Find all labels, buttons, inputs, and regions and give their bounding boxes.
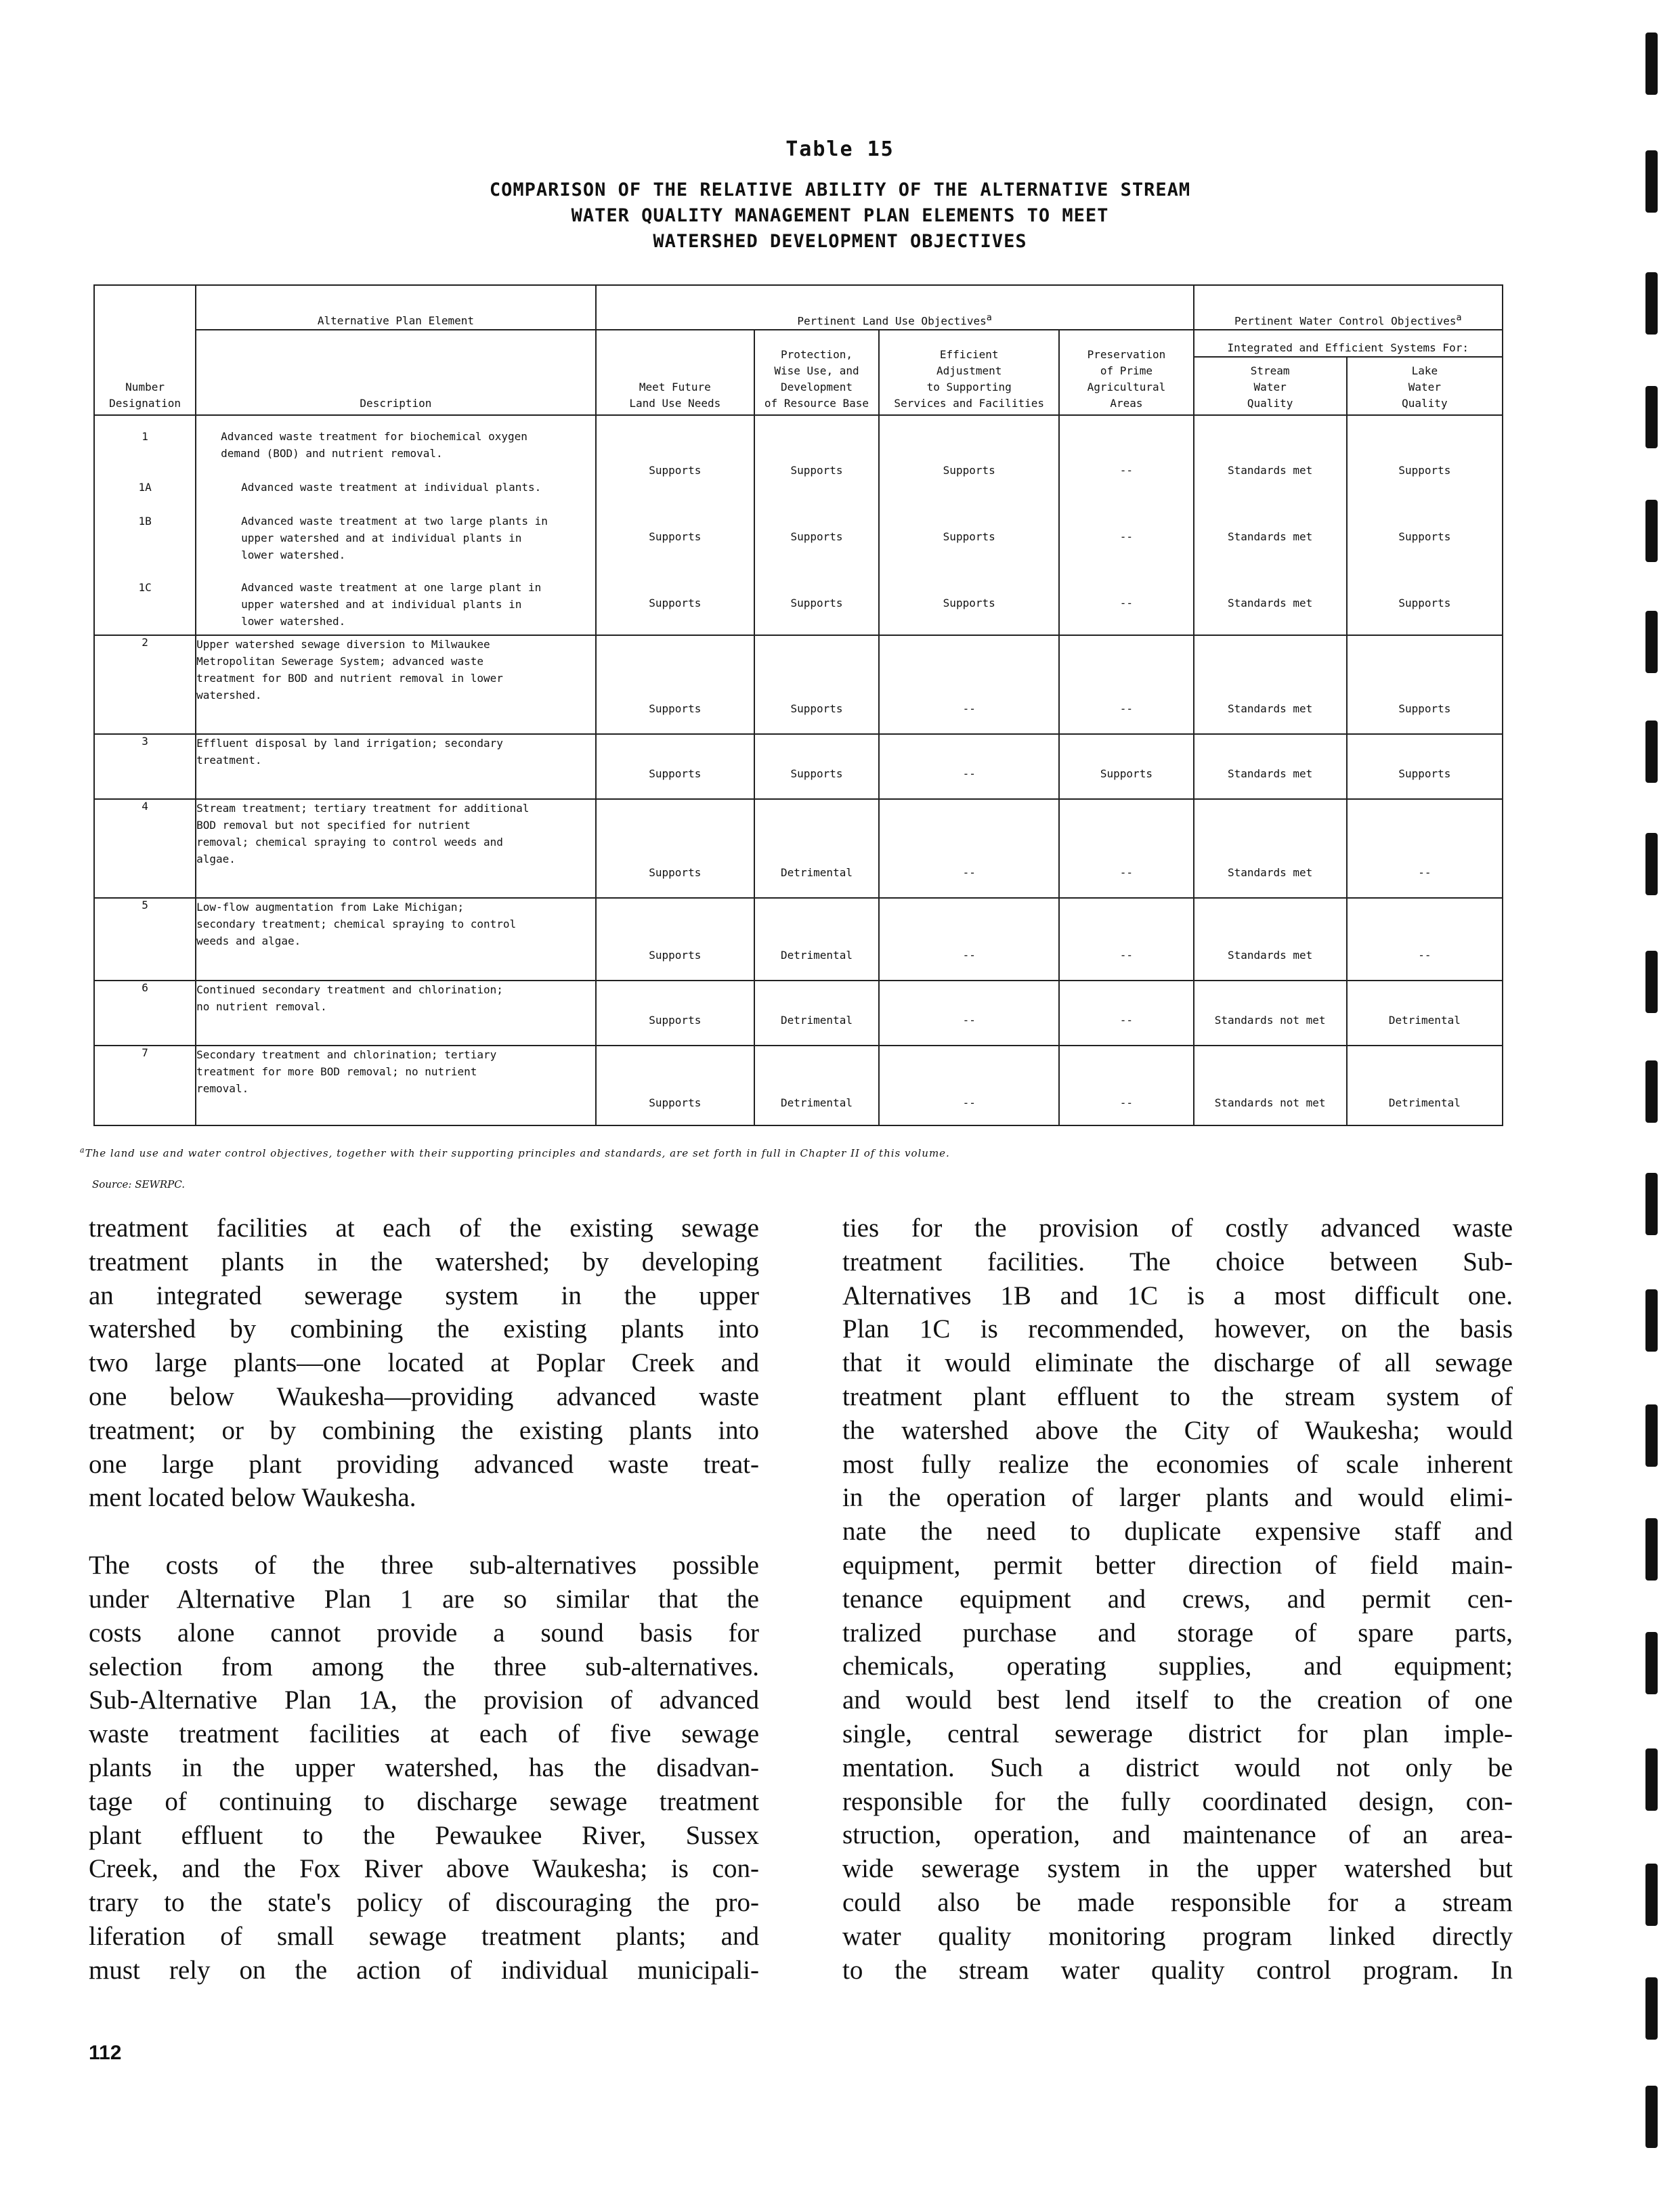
- plan-description-cell: Upper watershed sewage diversion to Milwaukee Metropolitan Sewerage System; advanced waste treatment for BOD and nutrient removal in lower watershed.: [196, 635, 596, 734]
- value-cell: --: [1347, 898, 1503, 981]
- value-cell: Supports Supports Supports: [879, 415, 1059, 635]
- value-cell: Detrimental: [754, 898, 879, 981]
- value-cell: --: [1347, 799, 1503, 898]
- binding-mark: [1645, 1748, 1658, 1811]
- binding-mark: [1645, 2086, 1658, 2148]
- value-cell: --: [1059, 799, 1193, 898]
- binding-mark: [1645, 1518, 1658, 1581]
- value-cell: Standards met Standards met Standards met: [1194, 415, 1347, 635]
- comparison-table: [93, 284, 1503, 1126]
- plan-number-cell: 7: [94, 1046, 196, 1125]
- value-cell: Supports: [596, 1046, 754, 1125]
- value-cell: --: [1059, 898, 1193, 981]
- value-cell: --: [879, 898, 1059, 981]
- header-integrated-systems: Integrated and Efficient Systems For:: [1194, 330, 1503, 357]
- value-cell: Supports: [1347, 635, 1503, 734]
- plan-number-cell: 4: [94, 799, 196, 898]
- page-number: 112: [89, 2042, 122, 2064]
- value-cell: --: [1059, 635, 1193, 734]
- value-cell: Standards met: [1194, 799, 1347, 898]
- value-cell: Supports: [596, 734, 754, 799]
- value-cell: Supports Supports Supports: [596, 415, 754, 635]
- binding-mark: [1645, 33, 1658, 95]
- value-cell: Standards not met: [1194, 981, 1347, 1046]
- binding-mark: [1645, 1404, 1658, 1467]
- header-lake-water-quality: Lake Water Quality: [1347, 357, 1503, 415]
- binding-mark: [1645, 272, 1658, 335]
- value-cell: Detrimental: [1347, 1046, 1503, 1125]
- binding-mark: [1645, 833, 1658, 895]
- value-cell: Supports: [596, 799, 754, 898]
- table-label: Table 15: [785, 137, 895, 161]
- table-title-line: COMPARISON OF THE RELATIVE ABILITY OF THE ALTERNATIVE STREAM: [489, 179, 1191, 200]
- body-column-right: [842, 1211, 1513, 1987]
- header-description: Description: [196, 330, 596, 415]
- plan-number-cell: 1 1A 1B 1C: [94, 415, 196, 635]
- value-cell: Supports: [1059, 734, 1193, 799]
- paragraph: The costs of the three sub-alternatives possible under Alternative Plan 1 are so similar that the costs alone cannot provide a sound basis for selection from among the three sub-alternatives. Sub-Alternative Plan 1A, the provision of advanced waste treatment facilities at each of five sewage plants in the upper watershed, has the disadvan- tage of continuing to discharge sewage treatment plant effluent to the Pewaukee River, Sussex Creek, and the Fox River above Waukesha; is con- trary to the state's policy of discouraging the pro- liferation of small sewage treatment plants; and must rely on the action of individual municipali-: [89, 1551, 759, 1985]
- binding-mark: [1645, 1060, 1658, 1123]
- header-alternative-plan-element: Alternative Plan Element: [196, 285, 596, 330]
- plan-number-cell: 3: [94, 734, 196, 799]
- table-row-plan-4: [94, 799, 1503, 898]
- binding-mark: [1645, 721, 1658, 783]
- header-meet-future-land-use: Meet Future Land Use Needs: [596, 330, 754, 415]
- value-cell: Standards met: [1194, 734, 1347, 799]
- value-cell: Supports Supports Supports: [1347, 415, 1503, 635]
- table-row-plan-1: [94, 415, 1503, 635]
- value-cell: Standards met: [1194, 898, 1347, 981]
- table-row-plan-3: [94, 734, 1503, 799]
- value-cell: Supports: [1347, 734, 1503, 799]
- table-row-plan-6: [94, 981, 1503, 1046]
- value-cell: Supports: [596, 898, 754, 981]
- value-cell: --: [879, 1046, 1059, 1125]
- binding-mark: [1645, 500, 1658, 562]
- header-land-use-objectives: Pertinent Land Use Objectives$^a$: [596, 285, 1194, 330]
- binding-mark: [1645, 1289, 1658, 1352]
- binding-mark: [1645, 1632, 1658, 1694]
- header-efficient-adjustment: Efficient Adjustment to Supporting Services and Facilities: [879, 330, 1059, 415]
- value-cell: Supports: [596, 635, 754, 734]
- header-water-control-objectives: Pertinent Water Control Objectives$^a$: [1194, 285, 1503, 330]
- binding-mark: [1645, 951, 1658, 1013]
- value-cell: --: [1059, 981, 1193, 1046]
- plan-description-cell: Secondary treatment and chlorination; tertiary treatment for more BOD removal; no nutrient removal.: [196, 1046, 596, 1125]
- binding-mark: [1645, 611, 1658, 673]
- plan-description-cell: Effluent disposal by land irrigation; secondary treatment.: [196, 734, 596, 799]
- binding-mark: [1645, 1864, 1658, 1926]
- table-row-plan-2: [94, 635, 1503, 734]
- value-cell: Standards not met: [1194, 1046, 1347, 1125]
- plan-description-cell: Advanced waste treatment for biochemical oxygen demand (BOD) and nutrient removal. Advanced waste treatment at individual plants. Advanced waste treatment at two large plants in upper watershed and at individual plants in lower watershed. Advanced waste treatment at one large plant in upper watershed and at individual plants in lower watershed.: [196, 415, 596, 635]
- plan-number-cell: 2: [94, 635, 196, 734]
- value-cell: --: [879, 635, 1059, 734]
- value-cell: -- -- --: [1059, 415, 1193, 635]
- value-cell: --: [879, 734, 1059, 799]
- value-cell: Detrimental: [754, 981, 879, 1046]
- binding-mark: [1645, 386, 1658, 448]
- plan-number-cell: 6: [94, 981, 196, 1046]
- value-cell: Supports: [596, 981, 754, 1046]
- value-cell: Supports: [754, 635, 879, 734]
- plan-description-cell: Continued secondary treatment and chlorination; no nutrient removal.: [196, 981, 596, 1046]
- table-title-line: WATERSHED DEVELOPMENT OBJECTIVES: [653, 231, 1027, 252]
- table-source: Source: SEWRPC.: [92, 1178, 185, 1190]
- header-number-designation: Number Designation: [94, 285, 196, 415]
- value-cell: Detrimental: [754, 1046, 879, 1125]
- table-title: [0, 177, 1680, 255]
- plan-number-cell: 5: [94, 898, 196, 981]
- table-footnote: $^a$The land use and water control objectives, together with their supporting principles and standards, are set forth in full in Chapter II of this volume.: [80, 1146, 950, 1159]
- plan-description-cell: Low-flow augmentation from Lake Michigan; secondary treatment; chemical spraying to control weeds and algae.: [196, 898, 596, 981]
- value-cell: --: [879, 799, 1059, 898]
- binding-mark: [1645, 1173, 1658, 1235]
- table-row-plan-5: [94, 898, 1503, 981]
- value-cell: --: [879, 981, 1059, 1046]
- value-cell: Detrimental: [1347, 981, 1503, 1046]
- table-title-line: WATER QUALITY MANAGEMENT PLAN ELEMENTS TO MEET: [571, 205, 1109, 226]
- header-stream-water-quality: Stream Water Quality: [1194, 357, 1347, 415]
- value-cell: Supports Supports Supports: [754, 415, 879, 635]
- header-preservation-agricultural: Preservation of Prime Agricultural Areas: [1059, 330, 1193, 415]
- plan-description-cell: Stream treatment; tertiary treatment for additional BOD removal but not specified for nutrient removal; chemical spraying to control weeds and algae.: [196, 799, 596, 898]
- value-cell: Supports: [754, 734, 879, 799]
- paragraph: treatment facilities at each of the existing sewage treatment plants in the watershed; by developing an integrated sewerage system in the upper watershed by combining the existing plants into two large plants—one located at Poplar Creek and one below Waukesha—providing advanced waste treatment; or by combining the existing plants into one large plant providing advanced waste treat- ment located below Waukesha.: [89, 1213, 759, 1513]
- paragraph-gap: [89, 1515, 759, 1549]
- paragraph: ties for the provision of costly advanced waste treatment facilities. The choice between Sub- Alternatives 1B and 1C is a most difficult one. Plan 1C is recommended, however, on the basis that it would eliminate the discharge of all sewage treatment plant effluent to the stream system of the watershed above the City of Waukesha; would most fully realize the economies of scale inherent in the operation of larger plants and would elimi- nate the need to duplicate expensive staff and equipment, permit better direction of field main- tenance equipment and crews, and permit cen- tralized purchase and storage of spare parts, chemicals, operating supplies, and equipment; and would best lend itself to the creation of one single, central sewerage district for plan imple- mentation. Such a district would not only be responsible for the fully coordinated design, con- struction, operation, and maintenance of an area- wide sewerage system in the upper watershed but could also be made responsible for a stream water quality monitoring program linked directly to the stream water quality control program. In: [842, 1213, 1513, 1985]
- value-cell: Detrimental: [754, 799, 879, 898]
- table-row-plan-7: [94, 1046, 1503, 1125]
- value-cell: --: [1059, 1046, 1193, 1125]
- header-protection-resource-base: Protection, Wise Use, and Development of Resource Base: [754, 330, 879, 415]
- value-cell: Standards met: [1194, 635, 1347, 734]
- binding-mark: [1645, 1977, 1658, 2040]
- body-column-left: [89, 1211, 759, 1987]
